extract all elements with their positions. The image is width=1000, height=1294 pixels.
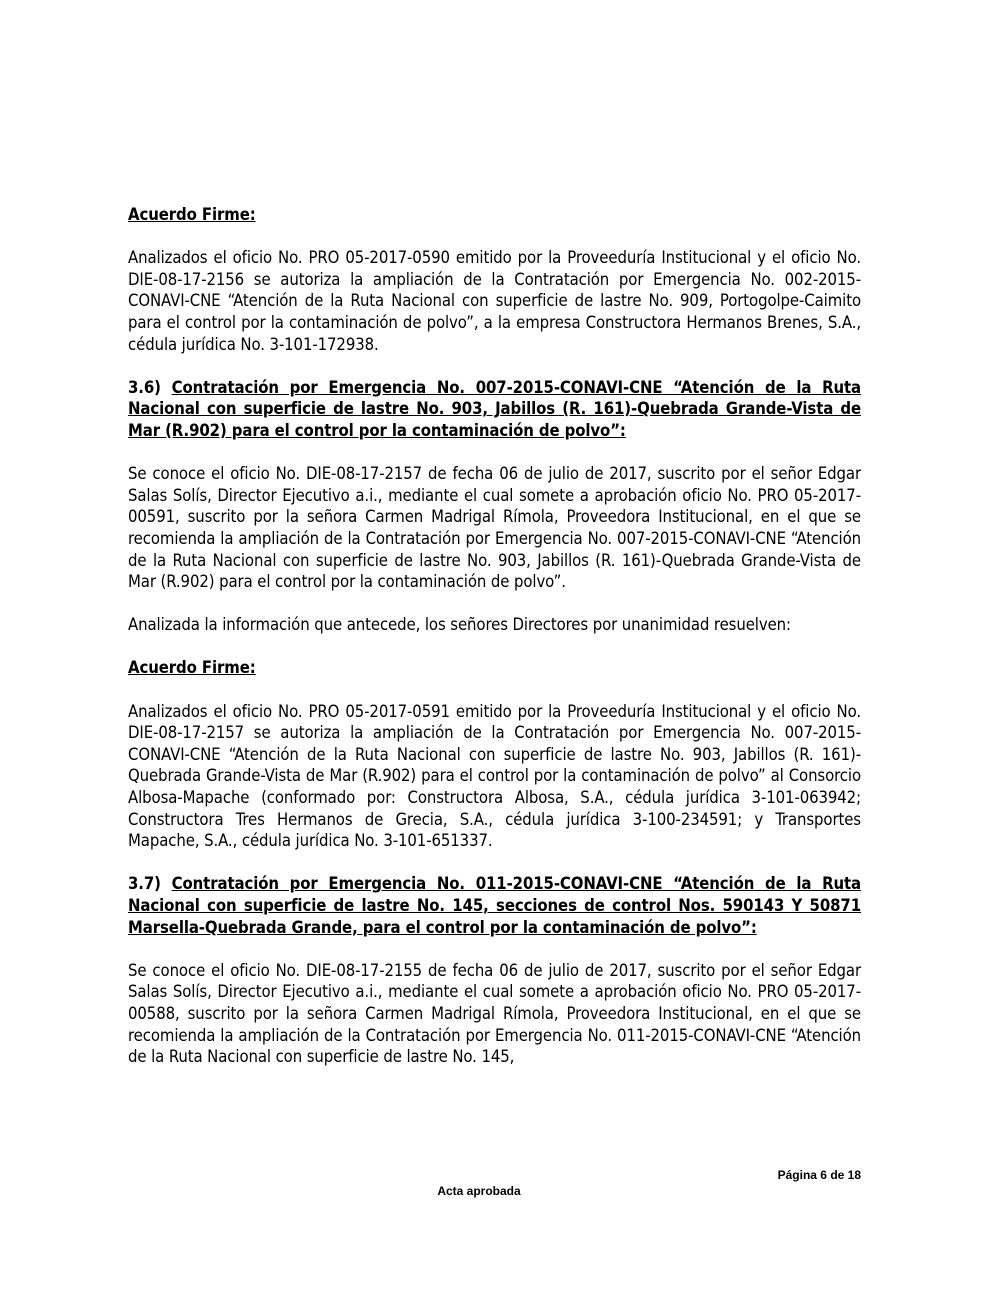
section-3-6-heading (128, 377, 861, 442)
acuerdo-firme-heading: Acuerdo Firme: (128, 205, 256, 224)
acuerdo-firme-paragraph: Analizados el oficio No. PRO 05-2017-0590 emitido por la Proveeduría Institucional y el oficio No. DIE-08-17-2156 se autoriza la ampliación de la Contratación por Emergencia No. 002-2015-CONAVI-CNE “Atención de la Ruta Nacional con superficie de lastre No. 909, Portogolpe-Caimito para el control por la contaminación de polvo”, a la empresa Constructora Hermanos Brenes, S.A., cédula jurídica No. 3-101-172938. (128, 248, 861, 354)
document-body (128, 204, 861, 1068)
section-3-7-heading (128, 873, 861, 938)
section-3-6-paragraph: Se conoce el oficio No. DIE-08-17-2157 de fecha 06 de julio de 2017, suscrito por el señor Edgar Salas Solís, Director Ejecutivo a.i., mediante el cual somete a aprobación oficio No. PRO 05-2017-00591, suscrito por la señora Carmen Madrigal Rímola, Proveedora Institucional, en el que se recomienda la ampliación de la Contratación por Emergencia No. 007-2015-CONAVI-CNE “Atención de la Ruta Nacional con superficie de lastre No. 903, Jabillos (R. 161)-Quebrada Grande-Vista de Mar (R.902) para el control por la contaminación de polvo”. (128, 464, 861, 592)
acuerdo-firme-heading: Acuerdo Firme: (128, 658, 256, 678)
section-3-7-paragraph: Se conoce el oficio No. DIE-08-17-2155 de fecha 06 de julio de 2017, suscrito por el señor Edgar Salas Solís, Director Ejecutivo a.i., mediante el cual somete a aprobación oficio No. PRO 05-2017-00588, suscrito por la señora Carmen Madrigal Rímola, Proveedora Institucional, en el que se recomienda la ampliación de la Contratación por Emergencia No. 011-2015-CONAVI-CNE “Atención de la Ruta Nacional con superficie de lastre No. 145, (128, 960, 861, 1067)
footer-label: Acta aprobada (437, 1184, 521, 1198)
acuerdo-firme-paragraph: Analizados el oficio No. PRO 05-2017-0591 emitido por la Proveeduría Institucional y el oficio No. DIE-08-17-2157 se autoriza la ampliación de la Contratación por Emergencia No. 007-2015-CONAVI-CNE “Atención de la Ruta Nacional con superficie de lastre No. 903, Jabillos (R. 161)-Quebrada Grande-Vista de Mar (R.902) para el control por la contaminación de polvo” al Consorcio Albosa-Mapache (conformado por: Constructora Albosa, S.A., cédula jurídica 3-101-063942; Constructora Tres Hermanos de Grecia, S.A., cédula jurídica 3-100-234591; y Transportes Mapache, S.A., cédula jurídica No. 3-101-651337. (128, 701, 861, 851)
section-title: Contratación por Emergencia No. 007-2015-CONAVI-CNE “Atención de la Ruta Nacional con superficie de lastre No. 903, Jabillos (R. 161)-Quebrada Grande-Vista de Mar (R.902) para el control por la contaminación de polvo”: (128, 377, 862, 440)
section-title: Contratación por Emergencia No. 011-2015-CONAVI-CNE “Atención de la Ruta Nacional con superficie de lastre No. 145, secciones de control Nos. 590143 Y 50871 Marsella-Quebrada Grande, para el control por la contaminación de polvo”: (128, 874, 862, 937)
section-number: 3.6) (128, 377, 161, 397)
analizada-paragraph: Analizada la información que antecede, los señores Directores por unanimidad resuelven: (128, 615, 791, 635)
section-number: 3.7) (128, 874, 161, 894)
page-number: Página 6 de 18 (777, 1168, 861, 1182)
